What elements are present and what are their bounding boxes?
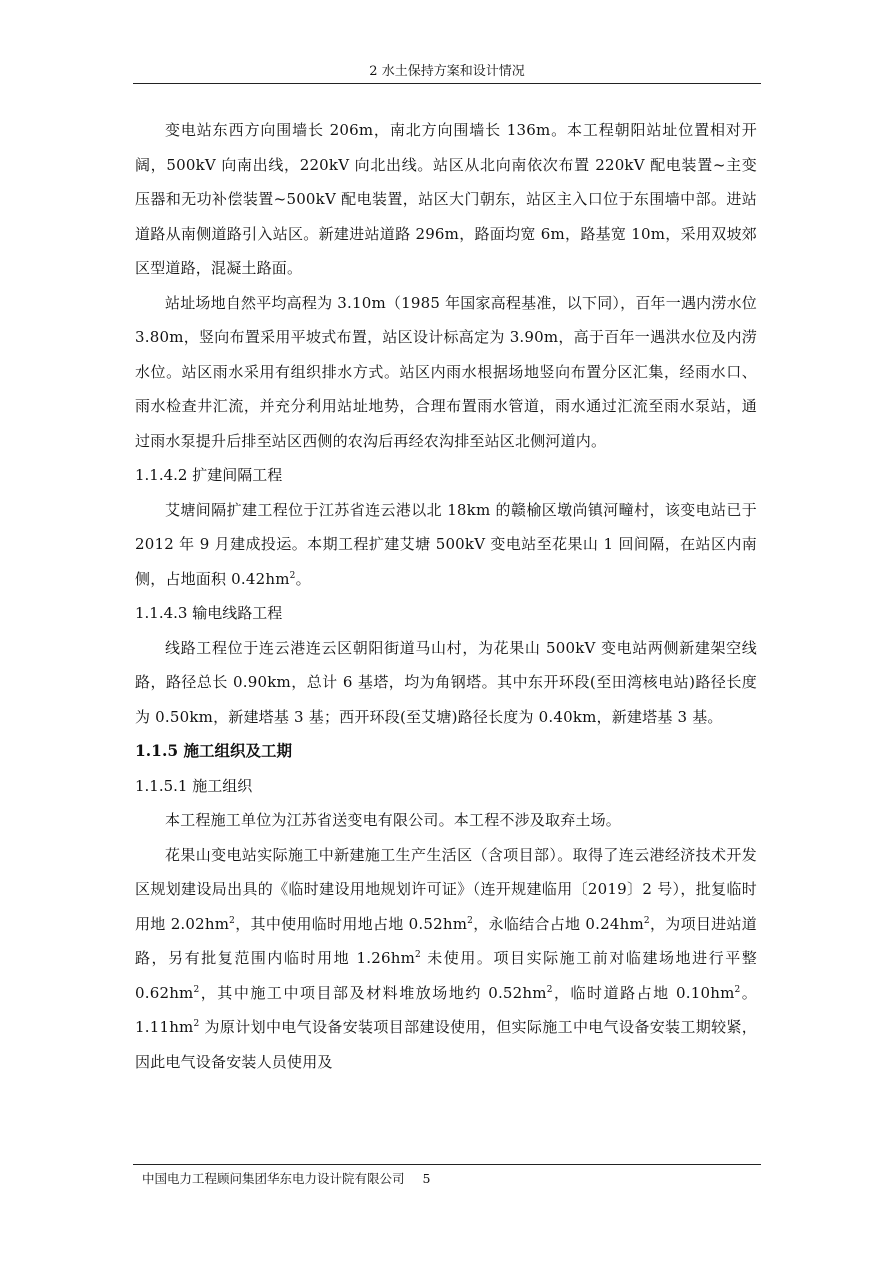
- text-run: 艾塘间隔扩建工程位于江苏省连云港以北 18km 的赣榆区墩尚镇河疃村，该变电站已于 2012 年 9 月建成投运。本期工程扩建艾塘 500kV 变电站至花果山 1 回间隔，在站区内南侧，占地面积 0.42hm: [135, 500, 757, 588]
- superscript: 2: [643, 915, 650, 926]
- paragraph-construction-unit: 本工程施工单位为江苏省送变电有限公司。本工程不涉及取弃土场。: [165, 811, 622, 829]
- page-footer: [142, 1169, 430, 1189]
- superscript: 2: [546, 984, 553, 995]
- superscript: 2: [289, 570, 296, 581]
- superscript: 2: [193, 1019, 200, 1029]
- heading-1-1-5-1: 1.1.5.1 施工组织: [135, 776, 253, 795]
- footer-rule: [133, 1164, 761, 1165]
- superscript: 2: [193, 984, 200, 995]
- paragraph-temporary-land: [135, 838, 757, 1080]
- superscript: 2: [734, 984, 741, 995]
- text-run: ，其中施工中项目部及材料堆放场地约 0.52hm: [199, 983, 547, 1002]
- paragraph-bay-extension: [135, 493, 757, 597]
- text-run: 花果山变电站实际施工中新建施工生产生活区（含项目部）。取得了连云港经济技术开发区规划建设局出具的《临时建设用地规划许可证》（连开规建临用〔2019〕2 号），批复临时用地 2.02hm: [135, 845, 757, 933]
- document-body: [135, 113, 757, 1079]
- paragraph-substation-layout: 变电站东西方向围墙长 206m，南北方向围墙长 136m。本工程朝阳站址位置相对开阔，500kV 向南出线，220kV 向北出线。站区从北向南依次布置 220kV 配电装置~主变压器和无功补偿装置~500kV 配电装置，站区大门朝东，站区主入口位于东围墙中部。进站道路从南侧道路引入站区。新建进站道路 296m，路面均宽 6m，路基宽 10m，采用双坡郊区型道路，混凝土路面。: [135, 121, 757, 277]
- text-run: 为原计划中电气设备安装项目部建设使用，但实际施工中电气设备安装工期较紧，因此电气设备安装人员使用及: [135, 1018, 757, 1071]
- heading-1-1-4-2: 1.1.4.2 扩建间隔工程: [135, 466, 283, 484]
- text-run: 。1.11hm: [135, 983, 757, 1036]
- paragraph-transmission-line: 线路工程位于连云港连云区朝阳街道马山村，为花果山 500kV 变电站两侧新建架空线路，路径总长 0.90km，总计 6 基塔，均为角钢塔。其中东开环段(至田湾核电站)路径长度为 0.50km，新建塔基 3 基；西开环段(至艾塘)路径长度为 0.40km，新建塔基 3 基。: [135, 638, 757, 726]
- paragraph-site-drainage: 站址场地自然平均高程为 3.10m（1985 年国家高程基准，以下同），百年一遇内涝水位 3.80m，竖向布置采用平坡式布置，站区设计标高定为 3.90m，高于百年一遇洪水位及内涝水位。站区雨水采用有组织排水方式。站区内雨水根据场地竖向布置分区汇集，经雨水口、雨水检查井汇流，并充分利用站址地势，合理布置雨水管道，雨水通过汇流至雨水泵站，通过雨水泵提升后排至站区西侧的农沟后再经农沟排至站区北侧河道内。: [135, 293, 757, 450]
- header-rule: [133, 83, 761, 84]
- heading-1-1-5: 1.1.5 施工组织及工期: [135, 741, 293, 760]
- superscript: 2: [229, 915, 236, 926]
- superscript: 2: [415, 950, 421, 960]
- footer-org: 中国电力工程顾问集团华东电力设计院有限公司: [142, 1171, 405, 1186]
- text-run: 。: [295, 569, 311, 588]
- text-run: 未使用。项目实际施工前对临建场地进行平整 0.62hm: [135, 949, 757, 1002]
- text-run: ，临时道路占地 0.10hm: [552, 983, 735, 1002]
- page-header: 2 水土保持方案和设计情况: [369, 64, 525, 79]
- page-number: 5: [422, 1171, 431, 1186]
- text-run: ，其中使用临时用地占地 0.52hm: [235, 914, 468, 933]
- superscript: 2: [467, 915, 474, 926]
- text-run: ，为项目进站道路，另有批复范围内临时用地 1.26hm: [135, 914, 757, 967]
- text-run: ，永临结合占地 0.24hm: [473, 914, 644, 933]
- heading-1-1-4-3: 1.1.4.3 输电线路工程: [135, 604, 283, 622]
